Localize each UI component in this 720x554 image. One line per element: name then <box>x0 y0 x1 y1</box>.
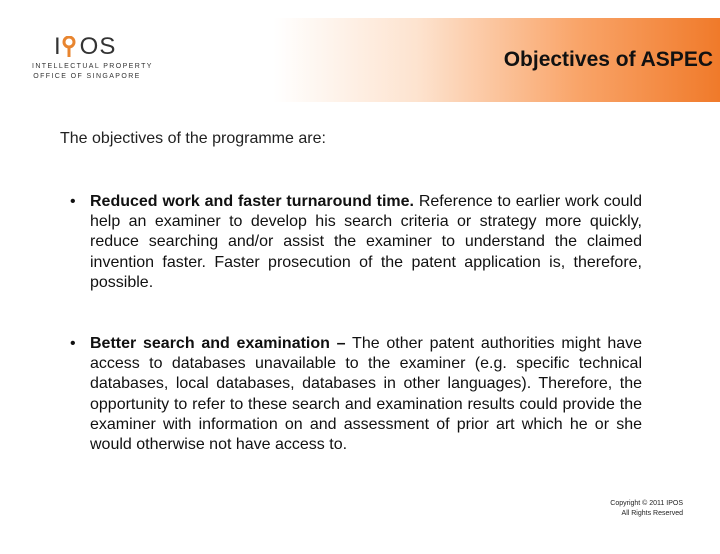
bullet-icon: • <box>70 335 76 353</box>
logo-mark <box>54 34 116 60</box>
copyright-line1: Copyright © 2011 IPOS <box>610 500 683 507</box>
bullet-icon: • <box>70 193 76 210</box>
bullet-text: Reference to earlier work could help an examiner to develop his search criteria or strategy more quickly, reduce searching and/or assist the examiner to understand the claimed invention faster. Faster prosecution of the patent application is, therefore, possible. <box>90 193 642 291</box>
ipos-logo <box>32 33 153 86</box>
logo-subtitle <box>32 62 153 82</box>
logo-mark-i: I <box>54 33 62 60</box>
copyright-notice <box>610 499 683 519</box>
bullet-heading: Reduced work and faster turnaround time. <box>90 193 414 210</box>
intro-text: The objectives of the programme are: <box>60 130 326 147</box>
bullet-heading: Better search and examination – <box>90 335 346 353</box>
objectives-list <box>60 192 642 455</box>
bullet-text: The other patent authorities might have access to databases unavailable to the examiner (e.g. specific technical databases, local databases, databases in other languages). Therefore, the opportunity to refer to these search and examination results could provide the examiner with information on and assessment of prior art which he or she would otherwise not have access to. <box>90 335 643 454</box>
logo-mark-os: OS <box>79 33 117 60</box>
copyright-line2: All Rights Reserved <box>621 510 683 517</box>
logo-subtitle-line2: OFFICE OF SINGAPORE <box>33 73 141 80</box>
list-item <box>60 334 642 455</box>
slide-title: Objectives of ASPEC <box>503 48 713 71</box>
keyhole-icon <box>62 36 76 58</box>
list-item <box>60 192 642 293</box>
logo-subtitle-line1: INTELLECTUAL PROPERTY <box>32 63 153 70</box>
